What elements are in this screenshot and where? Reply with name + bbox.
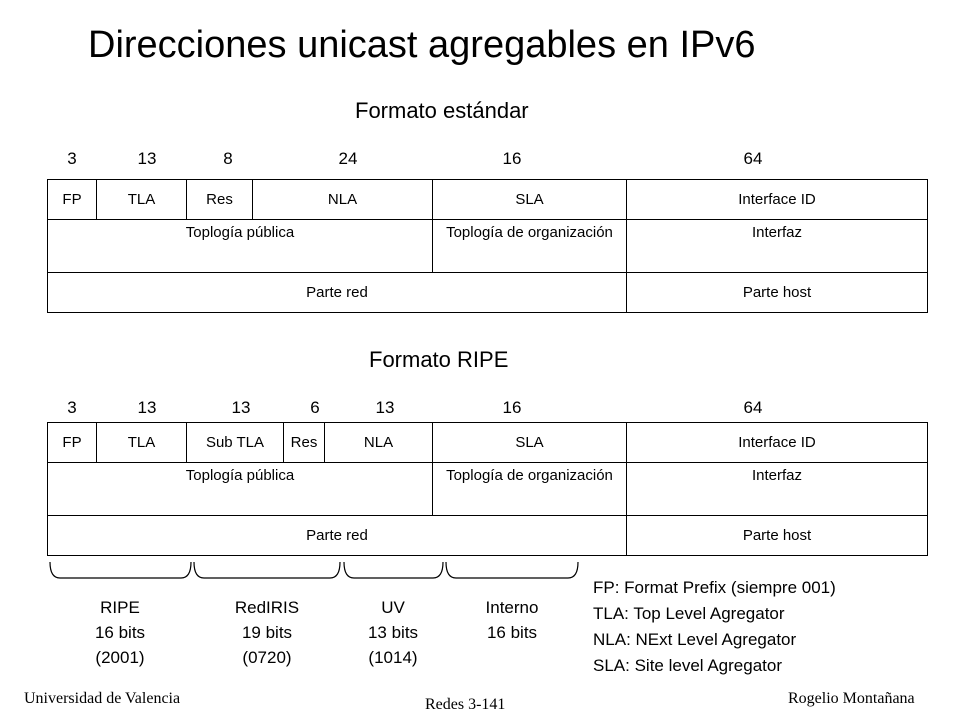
segment-code: (2001): [95, 648, 145, 667]
segment-bits: 19 bits: [241, 623, 293, 642]
host-part: Parte host: [627, 516, 928, 556]
bit-width: 13: [137, 398, 157, 417]
bit-width: 24: [338, 149, 358, 168]
bit-width: 3: [67, 149, 77, 168]
footer-left: Universidad de Valencia: [24, 690, 181, 707]
field-sla: SLA: [433, 180, 627, 220]
field-fp: FP: [48, 423, 97, 463]
bit-width: 13: [231, 398, 251, 417]
bit-width: 6: [310, 398, 320, 417]
page-title: Direcciones unicast agregables en IPv6: [88, 24, 756, 66]
segment-name: Interno: [485, 598, 539, 617]
footer-center: Redes 3-141: [425, 696, 506, 713]
standard-format-heading: Formato estándar: [355, 98, 529, 123]
brace-ripe: [50, 562, 191, 578]
bit-width: 13: [375, 398, 395, 417]
public-topology: Toplogía pública: [48, 463, 433, 516]
segment-bits: 16 bits: [94, 623, 146, 642]
segment-code: (0720): [242, 648, 292, 667]
segment-ripe: [65, 595, 175, 670]
segment-name: UV: [381, 598, 405, 617]
field-nla: NLA: [325, 423, 433, 463]
legend: [593, 575, 836, 679]
legend-item: FP: Format Prefix (siempre 001): [593, 578, 836, 597]
field-sub-tla: Sub TLA: [187, 423, 284, 463]
public-topology: Toplogía pública: [48, 220, 433, 273]
bit-width: 64: [743, 149, 763, 168]
bit-width: 16: [502, 149, 522, 168]
field-tla: TLA: [97, 423, 187, 463]
brace-interno: [446, 562, 578, 578]
field-sla: SLA: [433, 423, 627, 463]
segment-code: (1014): [368, 648, 418, 667]
interface-topology: Interfaz: [627, 220, 928, 273]
legend-item: NLA: NExt Level Agregator: [593, 630, 797, 649]
segment-interno: [457, 595, 567, 645]
segment-uv: [338, 595, 448, 670]
legend-item: SLA: Site level Agregator: [593, 656, 783, 675]
interface-topology: Interfaz: [627, 463, 928, 516]
bit-width: 13: [137, 149, 157, 168]
ripe-format-heading: Formato RIPE: [369, 347, 509, 372]
field-res: Res: [187, 180, 253, 220]
segment-name: RIPE: [100, 598, 140, 617]
host-part: Parte host: [627, 273, 928, 313]
bit-width: 3: [67, 398, 77, 417]
field-fp: FP: [48, 180, 97, 220]
organization-topology: Toplogía de organización: [433, 463, 627, 516]
field-interface-id: Interface ID: [627, 423, 928, 463]
field-tla: TLA: [97, 180, 187, 220]
brace-rediris: [194, 562, 340, 578]
footer-right: Rogelio Montañana: [788, 690, 915, 707]
segment-rediris: [212, 595, 322, 670]
segment-bits: 13 bits: [367, 623, 419, 642]
field-nla: NLA: [253, 180, 433, 220]
field-interface-id: Interface ID: [627, 180, 928, 220]
field-res: Res: [284, 423, 325, 463]
legend-item: TLA: Top Level Agregator: [593, 604, 785, 623]
organization-topology: Toplogía de organización: [433, 220, 627, 273]
bit-width: 16: [502, 398, 522, 417]
segment-bits: 16 bits: [486, 623, 538, 642]
bit-width: 8: [223, 149, 233, 168]
bit-width: 64: [743, 398, 763, 417]
network-part: Parte red: [48, 516, 627, 556]
brace-uv: [344, 562, 443, 578]
segment-name: RedIRIS: [234, 598, 300, 617]
network-part: Parte red: [48, 273, 627, 313]
